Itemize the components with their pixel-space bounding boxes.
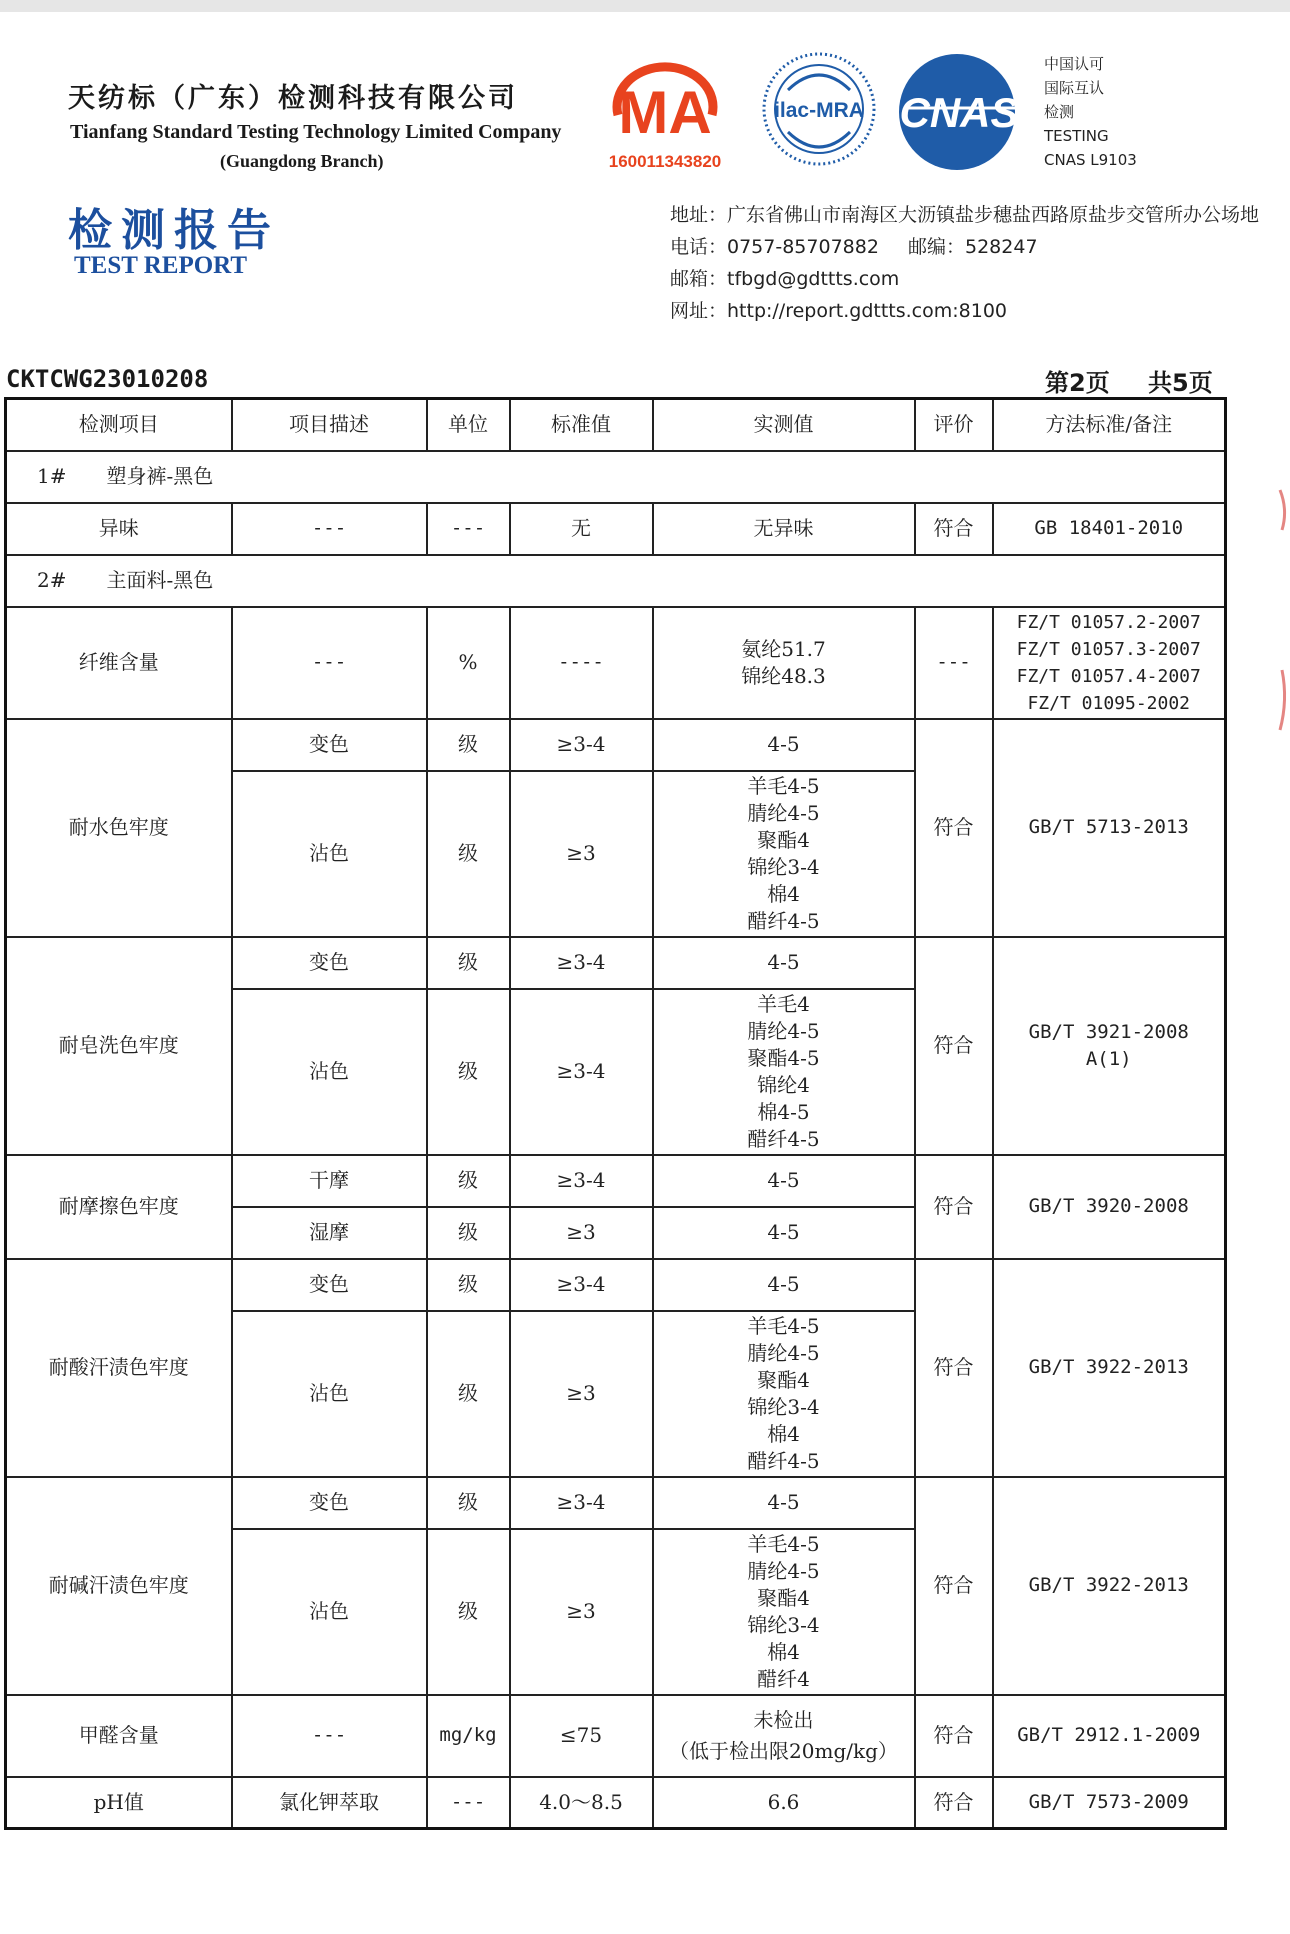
soap-stain-std: ≥3-4 [510, 989, 653, 1155]
water-method: GB/T 5713-2013 [993, 719, 1226, 937]
contact-phone: 电话：0757-85707882 [670, 236, 879, 258]
cnas-line: 中国认可 [1044, 55, 1105, 73]
stain-value: 聚酯4 [757, 1585, 810, 1610]
fiber-unit: % [427, 607, 510, 719]
ph-value: 6.6 [653, 1777, 915, 1829]
table-row [6, 1259, 1226, 1311]
table-row [6, 607, 1226, 719]
stain-value: 锦纶4 [757, 1072, 810, 1097]
odor-item: 异味 [6, 503, 232, 555]
water-change-value: 4-5 [653, 719, 915, 771]
formaldehyde-method: GB/T 2912.1-2009 [993, 1695, 1226, 1777]
alkali-change-desc: 变色 [232, 1477, 427, 1529]
cma-letters: MA [618, 79, 712, 146]
stain-value: 棉4 [767, 1421, 800, 1446]
table-row [6, 1477, 1226, 1529]
cnas-accreditation-text [1044, 52, 1137, 172]
table-row [6, 1695, 1226, 1777]
water-stain-values [653, 771, 915, 937]
water-eval: 符合 [915, 719, 993, 937]
acid-change-value: 4-5 [653, 1259, 915, 1311]
odor-value: 无异味 [653, 503, 915, 555]
soap-change-unit: 级 [427, 937, 510, 989]
cma-logo [600, 55, 730, 173]
soap-stain-values [653, 989, 915, 1155]
formaldehyde-value-main: 未检出 [753, 1707, 814, 1732]
alkali-change-unit: 级 [427, 1477, 510, 1529]
acid-change-desc: 变色 [232, 1259, 427, 1311]
water-item: 耐水色牢度 [6, 719, 232, 937]
alkali-change-value: 4-5 [653, 1477, 915, 1529]
stain-value: 醋纤4 [757, 1666, 810, 1691]
header-cell: 检测项目 [6, 399, 232, 451]
contact-postcode: 邮编：528247 [908, 236, 1038, 258]
odor-method: GB 18401-2010 [993, 503, 1226, 555]
cnas-line: CNAS L9103 [1044, 151, 1137, 169]
cnas-letters: CNAS [899, 89, 1019, 136]
report-number: CKTCWG23010208 [6, 365, 209, 393]
fiber-method: FZ/T 01095-2002 [1027, 692, 1191, 714]
odor-eval: 符合 [915, 503, 993, 555]
rub-item: 耐摩擦色牢度 [6, 1155, 232, 1259]
company-name-cn: 天纺标（广东）检测科技有限公司 [68, 83, 518, 114]
ph-desc: 氯化钾萃取 [232, 1777, 427, 1829]
stain-value: 醋纤4-5 [747, 908, 820, 933]
alkali-stain-desc: 沾色 [232, 1529, 427, 1695]
soap-stain-desc: 沾色 [232, 989, 427, 1155]
soap-method [993, 937, 1226, 1155]
contact-email: 邮箱：tfbgd@gdttts.com [670, 268, 900, 290]
soap-change-std: ≥3-4 [510, 937, 653, 989]
sample-1-label: 1# 塑身裤-黑色 [6, 451, 1226, 503]
header-cell: 方法标准/备注 [993, 399, 1226, 451]
water-stain-std: ≥3 [510, 771, 653, 937]
stain-value: 聚酯4-5 [747, 1045, 820, 1070]
alkali-stain-values [653, 1529, 915, 1695]
stain-value: 腈纶4-5 [747, 1558, 820, 1583]
report-title-cn: 检测报告 [68, 205, 280, 256]
fiber-std: ---- [510, 607, 653, 719]
soap-eval: 符合 [915, 937, 993, 1155]
acid-stain-values [653, 1311, 915, 1477]
table-row [6, 1155, 1226, 1207]
fiber-method: FZ/T 01057.2-2007 [1016, 611, 1201, 633]
top-gray-bar [0, 0, 1290, 12]
fiber-value: 氨纶51.7 [741, 636, 826, 661]
rub-method: GB/T 3920-2008 [993, 1155, 1226, 1259]
stain-value: 羊毛4-5 [747, 1531, 820, 1556]
water-stain-desc: 沾色 [232, 771, 427, 937]
soap-method-line: GB/T 3921-2008 [1028, 1020, 1189, 1043]
water-change-std: ≥3-4 [510, 719, 653, 771]
cnas-line: 检测 [1044, 103, 1075, 121]
ph-item: pH值 [6, 1777, 232, 1829]
acid-item: 耐酸汗渍色牢度 [6, 1259, 232, 1477]
acid-change-unit: 级 [427, 1259, 510, 1311]
rub-dry-desc: 干摩 [232, 1155, 427, 1207]
company-name-en: Tianfang Standard Testing Technology Limited Company [70, 121, 562, 143]
stain-value: 棉4 [767, 881, 800, 906]
sample-row [6, 555, 1226, 607]
stain-value: 腈纶4-5 [747, 1018, 820, 1043]
acid-eval: 符合 [915, 1259, 993, 1477]
stain-value: 腈纶4-5 [747, 1340, 820, 1365]
formaldehyde-item: 甲醛含量 [6, 1695, 232, 1777]
fiber-value: 锦纶48.3 [741, 663, 826, 688]
table-header-row [6, 399, 1226, 451]
stain-value: 羊毛4 [757, 991, 810, 1016]
stain-value: 锦纶3-4 [747, 854, 820, 879]
alkali-change-std: ≥3-4 [510, 1477, 653, 1529]
header-cell: 项目描述 [232, 399, 427, 451]
ph-std: 4.0～8.5 [510, 1777, 653, 1829]
cma-number: 160011343820 [608, 152, 722, 171]
stain-value: 锦纶3-4 [747, 1394, 820, 1419]
acid-stain-desc: 沾色 [232, 1311, 427, 1477]
contact-website: 网址：http://report.gdttts.com:8100 [670, 300, 1008, 322]
soap-change-desc: 变色 [232, 937, 427, 989]
table-row [6, 937, 1226, 989]
odor-std: 无 [510, 503, 653, 555]
water-change-desc: 变色 [232, 719, 427, 771]
sample-2-label: 2# 主面料-黑色 [6, 555, 1226, 607]
ph-eval: 符合 [915, 1777, 993, 1829]
header-cell: 评价 [915, 399, 993, 451]
fiber-values [653, 607, 915, 719]
report-title-en: TEST REPORT [74, 252, 248, 279]
cnas-line: 国际互认 [1044, 79, 1105, 97]
cnas-logo [895, 50, 1025, 175]
ilac-bottom-arc [788, 132, 850, 147]
water-change-unit: 级 [427, 719, 510, 771]
table-row [6, 1777, 1226, 1829]
acid-method: GB/T 3922-2013 [993, 1259, 1226, 1477]
rub-dry-value: 4-5 [653, 1155, 915, 1207]
rub-dry-std: ≥3-4 [510, 1155, 653, 1207]
odor-unit: --- [427, 503, 510, 555]
fiber-method: FZ/T 01057.3-2007 [1016, 638, 1201, 660]
stain-value: 醋纤4-5 [747, 1448, 820, 1473]
rub-wet-desc: 湿摩 [232, 1207, 427, 1259]
acid-stain-unit: 级 [427, 1311, 510, 1477]
alkali-stain-std: ≥3 [510, 1529, 653, 1695]
ilac-label: ilac-MRA [774, 99, 864, 122]
formaldehyde-eval: 符合 [915, 1695, 993, 1777]
stain-value: 腈纶4-5 [747, 800, 820, 825]
table-row [6, 719, 1226, 771]
soap-change-value: 4-5 [653, 937, 915, 989]
seal-stamp-edge [1276, 470, 1290, 740]
test-results-table [4, 397, 1227, 1830]
alkali-stain-unit: 级 [427, 1529, 510, 1695]
formaldehyde-desc: --- [232, 1695, 427, 1777]
page-current: 第2页 [1045, 369, 1110, 397]
page-total: 共5页 [1148, 369, 1213, 397]
rub-wet-value: 4-5 [653, 1207, 915, 1259]
rub-dry-unit: 级 [427, 1155, 510, 1207]
stain-value: 羊毛4-5 [747, 773, 820, 798]
odor-desc: --- [232, 503, 427, 555]
formaldehyde-value-note: （低于检出限20mg/kg） [669, 1738, 898, 1763]
cnas-line: TESTING [1044, 127, 1109, 145]
fiber-method: FZ/T 01057.4-2007 [1016, 665, 1201, 687]
fiber-methods [993, 607, 1226, 719]
ilac-mra-logo [758, 40, 880, 178]
fiber-desc: --- [232, 607, 427, 719]
formaldehyde-std: ≤75 [510, 1695, 653, 1777]
alkali-item: 耐碱汗渍色牢度 [6, 1477, 232, 1695]
header-cell: 实测值 [653, 399, 915, 451]
contact-address: 地址：广东省佛山市南海区大沥镇盐步穗盐西路原盐步交管所办公场地 [670, 204, 1260, 226]
soap-method-line: A(1) [1085, 1047, 1132, 1070]
acid-stain-std: ≥3 [510, 1311, 653, 1477]
formaldehyde-value [653, 1695, 915, 1777]
ph-method: GB/T 7573-2009 [993, 1777, 1226, 1829]
stain-value: 棉4-5 [757, 1099, 810, 1124]
alkali-eval: 符合 [915, 1477, 993, 1695]
sample-row [6, 451, 1226, 503]
stain-value: 聚酯4 [757, 827, 810, 852]
header-cell: 单位 [427, 399, 510, 451]
alkali-method: GB/T 3922-2013 [993, 1477, 1226, 1695]
water-stain-unit: 级 [427, 771, 510, 937]
fiber-item: 纤维含量 [6, 607, 232, 719]
soap-stain-unit: 级 [427, 989, 510, 1155]
stain-value: 棉4 [767, 1639, 800, 1664]
formaldehyde-unit: mg/kg [427, 1695, 510, 1777]
table-row [6, 503, 1226, 555]
stain-value: 聚酯4 [757, 1367, 810, 1392]
acid-change-std: ≥3-4 [510, 1259, 653, 1311]
rub-eval: 符合 [915, 1155, 993, 1259]
stain-value: 羊毛4-5 [747, 1313, 820, 1338]
rub-wet-std: ≥3 [510, 1207, 653, 1259]
ilac-top-arc [788, 75, 850, 90]
company-branch: (Guangdong Branch) [220, 151, 384, 171]
ph-unit: --- [427, 1777, 510, 1829]
stain-value: 醋纤4-5 [747, 1126, 820, 1151]
rub-wet-unit: 级 [427, 1207, 510, 1259]
fiber-eval: --- [915, 607, 993, 719]
soap-item: 耐皂洗色牢度 [6, 937, 232, 1155]
header-cell: 标准值 [510, 399, 653, 451]
stain-value: 锦纶3-4 [747, 1612, 820, 1637]
